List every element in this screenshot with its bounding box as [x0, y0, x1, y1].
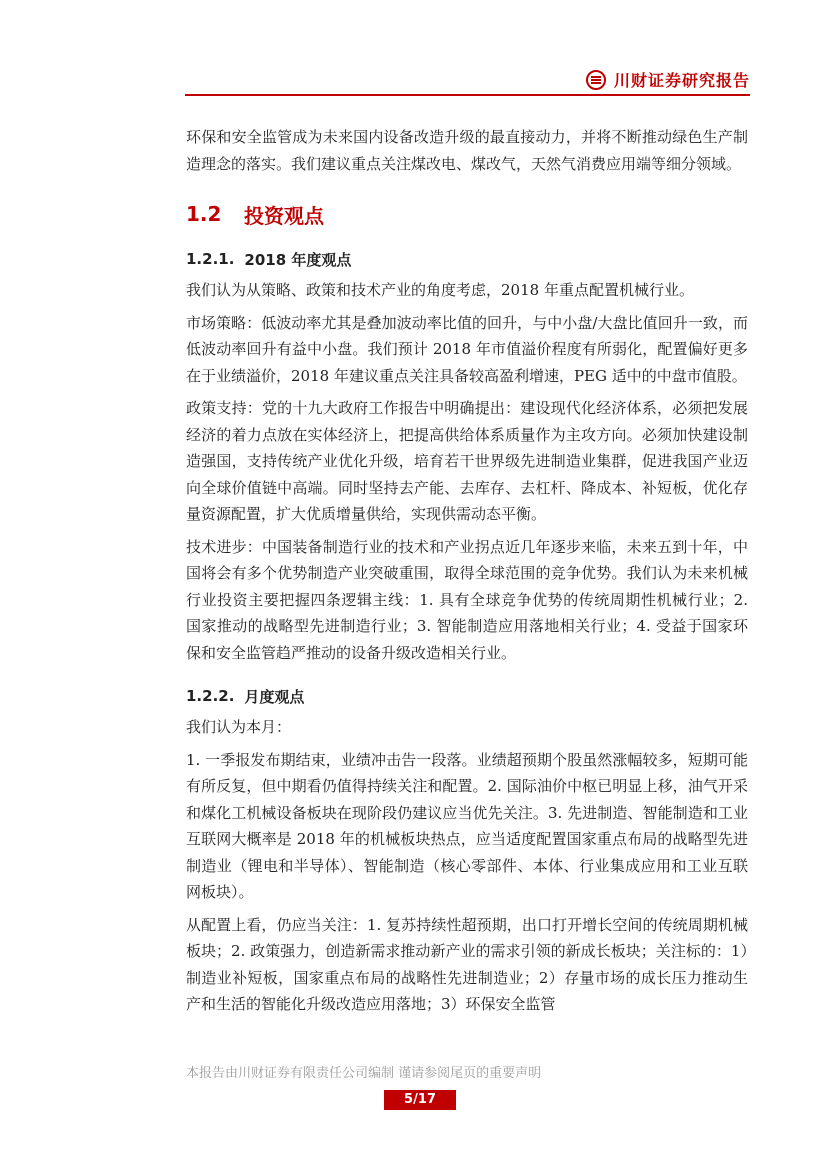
page-header	[185, 66, 750, 96]
footer-disclaimer: 本报告由川财证券有限责任公司编制 谨请参阅尾页的重要声明	[186, 1066, 542, 1081]
paragraph-summary: 我们认为从策略、政策和技术产业的角度考虑，2018 年重点配置机械行业。	[186, 281, 694, 299]
subsection-title: 2018 年度观点	[244, 250, 352, 269]
chuancai-logo-icon	[586, 70, 606, 90]
subsection-heading-annual	[186, 247, 748, 271]
paragraph-tech-progress: 技术进步：中国装备制造行业的技术和产业拐点近几年逐步来临，未来五到十年，中国将会有多个优势制造产业突破重围，取得全球范围的竞争优势。我们认为未来机械行业投资主要把握四条逻辑主线：1. 具有全球竞争优势的传统周期性机械行业；2. 国家推动的战略型先进制造行业；3. 智能制造应用落地相关行业；4. 受益于国家环保和安全监管趋严推动的设备升级改造相关行业。	[186, 537, 748, 662]
paragraph-monthly-points: 1. 一季报发布期结束，业绩冲击告一段落。业绩超预期个股虽然涨幅较多，短期可能有所反复，但中期看仍值得持续关注和配置。2. 国际油价中枢已明显上移，油气开采和煤化工机械设备板块在现阶段仍建议应当优先关注。3. 先进制造、智能制造和工业互联网大概率是 2018 年的机械板块热点，应当适度配置国家重点布局的战略型先进制造业（锂电和半导体）、智能制造（核心零部件、本体、行业集成应用和工业互联网板块）。	[186, 750, 748, 901]
brand	[586, 68, 750, 91]
main-content	[186, 124, 748, 1018]
section-heading	[186, 199, 748, 229]
paragraph-market-strategy: 市场策略：低波动率尤其是叠加波动率比值的回升，与中小盘/大盘比值回升一致，而低波动率回升有益中小盘。我们预计 2018 年市值溢价程度有所弱化，配置偏好更多在于业绩溢价，2018 年建议重点关注具备较高盈利增速，PEG 适中的中盘市值股。	[186, 313, 748, 385]
paragraph-this-month: 我们认为本月：	[186, 718, 292, 736]
subsection-heading-monthly	[186, 684, 748, 708]
subsection-title: 月度观点	[244, 687, 305, 706]
brand-name: 川财证券研究报告	[613, 71, 750, 90]
paragraph-allocation: 从配置上看，仍应当关注：1. 复苏持续性超预期，出口打开增长空间的传统周期机械板块；2. 政策强力，创造新需求推动新产业的需求引领的新成长板块；关注标的：1）制造业补短板，国家重点布局的战略性先进制造业；2）存量市场的成长压力推动生产和生活的智能化升级改造应用落地；3）环保安全监管	[186, 915, 748, 1013]
paragraph-policy-support: 政策支持：党的十九大政府工作报告中明确提出：建设现代化经济体系，必须把发展经济的着力点放在实体经济上，把提高供给体系质量作为主攻方向。必须加快建设制造强国，支持传统产业优化升级，培育若干世界级先进制造业集群，促进我国产业迈向全球价值链中高端。同时坚持去产能、去库存、去杠杆、降成本、补短板，优化存量资源配置，扩大优质增量供给，实现供需动态平衡。	[186, 399, 748, 523]
header-rule	[185, 94, 750, 96]
intro-paragraph: 环保和安全监管成为未来国内设备改造升级的最直接动力，并将不断推动绿色生产制造理念的落实。我们建议重点关注煤改电、煤改气，天然气消费应用端等细分领域。	[186, 128, 748, 173]
section-title: 投资观点	[244, 203, 324, 228]
section-number: 1.2	[186, 202, 222, 226]
subsection-number: 1.2.2.	[186, 687, 235, 705]
subsection-number: 1.2.1.	[186, 250, 235, 268]
page-number: 5/17	[384, 1090, 456, 1110]
